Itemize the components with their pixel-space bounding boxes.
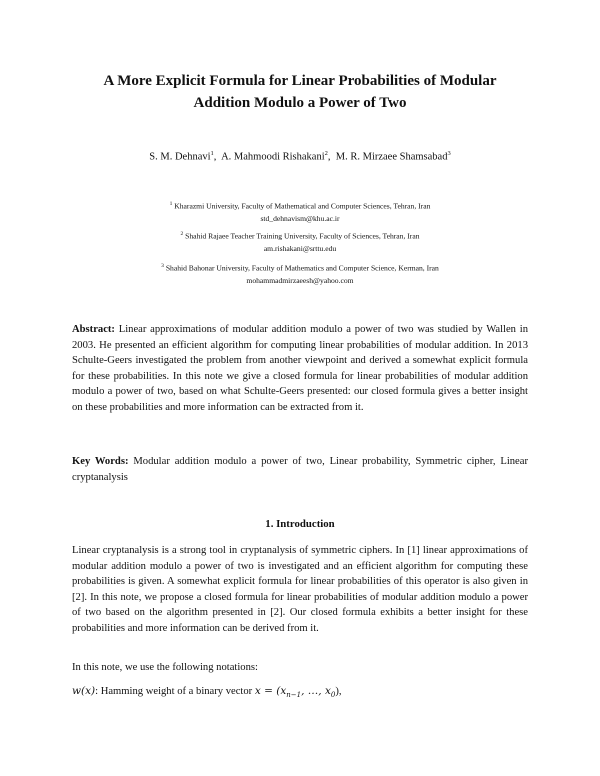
section-heading-introduction: 1. Introduction <box>265 518 335 530</box>
affiliation-email: mohammadmirzaeesh@yahoo.com <box>246 275 354 285</box>
author-list: S. M. Dehnavi$^1$, A. Mahmoodi Rishakani$^2$, M. R. Mirzaee Shamsabad$^3$ <box>149 150 451 163</box>
paper-title <box>60 70 540 114</box>
affiliation-text: Shahid Bahonar University, Faculty of Mathematics and Computer Science, Kerman, Iran <box>165 263 439 273</box>
author-name: A. Mahmoodi Rishakani <box>221 151 325 163</box>
abstract-text: Linear approximations of modular addition modulo a power of two was studied by Wallen in 2003. He presented an efficient algorithm for computing linear probabilities of modular addition. In 2013 Schulte-Geers investigated the problem from another viewpoint and derived a somewhat explicit formula for these probabilities. In this note we give a closed formula for linear probabilities of modular addition modulo a power of two, based on what Schulte-Geers presented: our closed formula gives a better insight on these probabilities and more information can be extracted from it. <box>72 324 528 413</box>
affiliation-text: Kharazmi University, Faculty of Mathematical and Computer Sciences, Tehran, Iran <box>174 201 431 211</box>
affiliation-email: std_dehnavism@khu.ac.ir <box>260 213 340 223</box>
affiliation-sup: 2 <box>180 231 184 237</box>
abstract <box>72 322 528 416</box>
affiliation-sup: 3 <box>161 263 164 269</box>
affiliation-text: Shahid Rajaee Teacher Training University, Faculty of Sciences, Tehran, Iran <box>185 231 420 241</box>
notation-text: : Hamming weight of a binary vector <box>95 686 255 697</box>
notation-line <box>72 684 528 704</box>
author-sup: 3 <box>447 150 451 157</box>
affiliation-3 <box>80 260 520 287</box>
author-name: S. M. Dehnavi <box>149 151 211 163</box>
intro-paragraph-1: Linear cryptanalysis is a strong tool in cryptanalysis of symmetric ciphers. In [1] linear approximations of modular addition modulo a power of two is investigated and an efficient algorithm for computing these probabilities is given. A somewhat explicit formula for linear probabilities of this operator is also given in [2]. In this note, we propose a closed formula for linear probabilities of modular addition modulo a power of two based on the algorithm presented in [2]. Our closed formula exhibits a better insight for these probabilities and more information can be derived from it. <box>72 545 528 634</box>
notation-symbol: w(x) <box>72 685 96 697</box>
notation-end: ), <box>335 686 342 697</box>
affiliation-email: am.rishakani@srttu.edu <box>263 243 337 253</box>
abstract-label: Abstract: <box>72 324 115 335</box>
title-line-1: A More Explicit Formula for Linear Probabilities of Modular <box>103 73 497 89</box>
intro-paragraph-2: In this note, we use the following notations: <box>72 662 258 673</box>
keywords-text: Modular addition modulo a power of two, Linear probability, Symmetric cipher, Linear cryptanalysis <box>72 456 528 483</box>
keywords <box>72 454 528 485</box>
author-sup: 1 <box>210 150 214 157</box>
affiliation-2 <box>80 228 520 255</box>
affiliation-1 <box>80 198 520 225</box>
author-name: M. R. Mirzaee Shamsabad <box>335 151 448 163</box>
affiliation-sup: 1 <box>169 201 173 207</box>
notation-formula: $x = (x_{n-1}$, …, $x_0$ <box>254 685 336 700</box>
author-sup: 2 <box>324 150 328 157</box>
title-line-2: Addition Modulo a Power of Two <box>193 95 407 111</box>
keywords-label: Key Words: <box>72 456 129 467</box>
